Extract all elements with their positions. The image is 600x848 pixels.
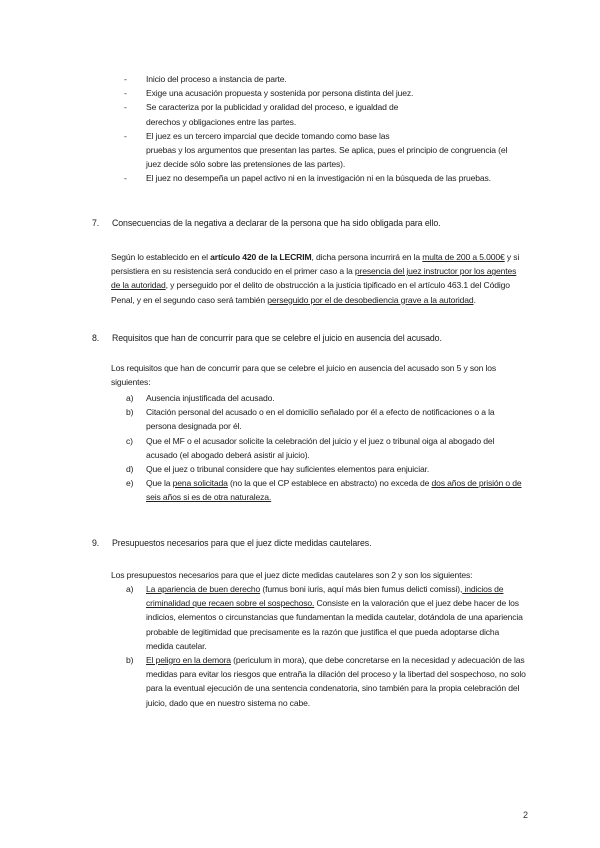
list-item: a) La apariencia de buen derecho (fumus boni iuris, aquí más bien fumus delicti comissi), indicios de criminalidad que recaen sobre el sospechoso. Consiste en la valoración que el juez debe hacer de los indicios, elementos o circunstancias que fundamentan la medida cautelar, dotándola de una apariencia probable de legitimidad que precisamente es la razón que justifica el que pueda adoptarse dicha medida cautelar. (126, 584, 523, 651)
section-7-heading: 7. Consecuencias de la negativa a declarar de la persona que ha sido obligada para ello. (92, 218, 441, 228)
list-item: d) Que el juez o tribunal considere que hay suficientes elementos para enjuiciar. (126, 464, 430, 475)
list-item: - El juez no desempeña un papel activo ni en la investigación ni en la búsqueda de las pruebas. (124, 171, 524, 185)
list-item: - Se caracteriza por la publicidad y oralidad del proceso, e igualdad de derechos y obligaciones entre las partes. (124, 102, 399, 127)
dash-bullet: - (124, 173, 127, 184)
principles-list (124, 72, 524, 186)
list-item: b) El peligro en la demora (periculum in mora), que debe concretarse en la necesidad y adecuación de las medidas para evitar los riesgos que entraña la dilación del proceso y la libertad del sospechoso, no solo para la eventual ejecución de una sentencia condenatoria, sino también para la propia celebración del juicio, dado que en nuestro sistema no cabe. (126, 655, 526, 708)
dash-bullet: - (124, 88, 127, 99)
section-8-intro: Los requisitos que han de concurrir para que se celebre el juicio en ausencia del acusado son 5 y son los siguientes: (111, 363, 497, 388)
dash-bullet: - (124, 130, 127, 141)
list-item: - Inicio del proceso a instancia de parte. (124, 72, 524, 86)
list-item: e) Que la pena solicitada (no la que el CP establece en abstracto) no exceda de dos años de prisión o de seis años si es de otra naturaleza. (126, 478, 522, 503)
section-8-heading: 8. Requisitos que han de concurrir para que se celebre el juicio en ausencia del acusado. (92, 333, 442, 343)
list-item: c) Que el MF o el acusador solicite la celebración del juicio y el juez o tribunal oiga al abogado del acusado (el abogado deberá asistir al juicio). (126, 435, 495, 460)
section-9-intro: Los presupuestos necesarios para que el juez dicte medidas cautelares son 2 y son los siguientes: (111, 570, 473, 580)
dash-bullet: - (124, 102, 127, 113)
section-8-requirements-list (126, 391, 526, 505)
section-9-heading: 9. Presupuestos necesarios para que el juez dicte medidas cautelares. (92, 538, 372, 548)
list-item: - El juez es un tercero imparcial que decide tomando como base las pruebas y los argumentos que presentan las partes. Se aplica, pues el principio de congruencia (el juez decide sólo sobre las pretensiones de las partes). (124, 130, 508, 170)
page-number: 2 (523, 810, 529, 820)
section-9-conditions-list (126, 582, 526, 710)
dash-bullet: - (124, 74, 127, 84)
section-7-paragraph: Según lo establecido en el artículo 420 de la LECRIM, dicha persona incurrirá en la multa de 200 a 5.000€ y si persistiera en su resistencia será conducido en el primer caso a la presencia del juez instructor por los agentes de la autoridad, y perseguido por el delito de obstrucción a la justicia tipificado en el artículo 463.1 del Código Penal, y en el segundo caso será también perseguido por el de desobediencia grave a la autoridad. (111, 252, 520, 305)
list-item: b) Citación personal del acusado o en el domicilio señalado por él a efecto de notificaciones o a la persona designada por él. (126, 407, 495, 432)
list-item: a) Ausencia injustificada del acusado. (126, 393, 275, 403)
list-item: - Exige una acusación propuesta y sostenida por persona distinta del juez. (124, 86, 524, 100)
